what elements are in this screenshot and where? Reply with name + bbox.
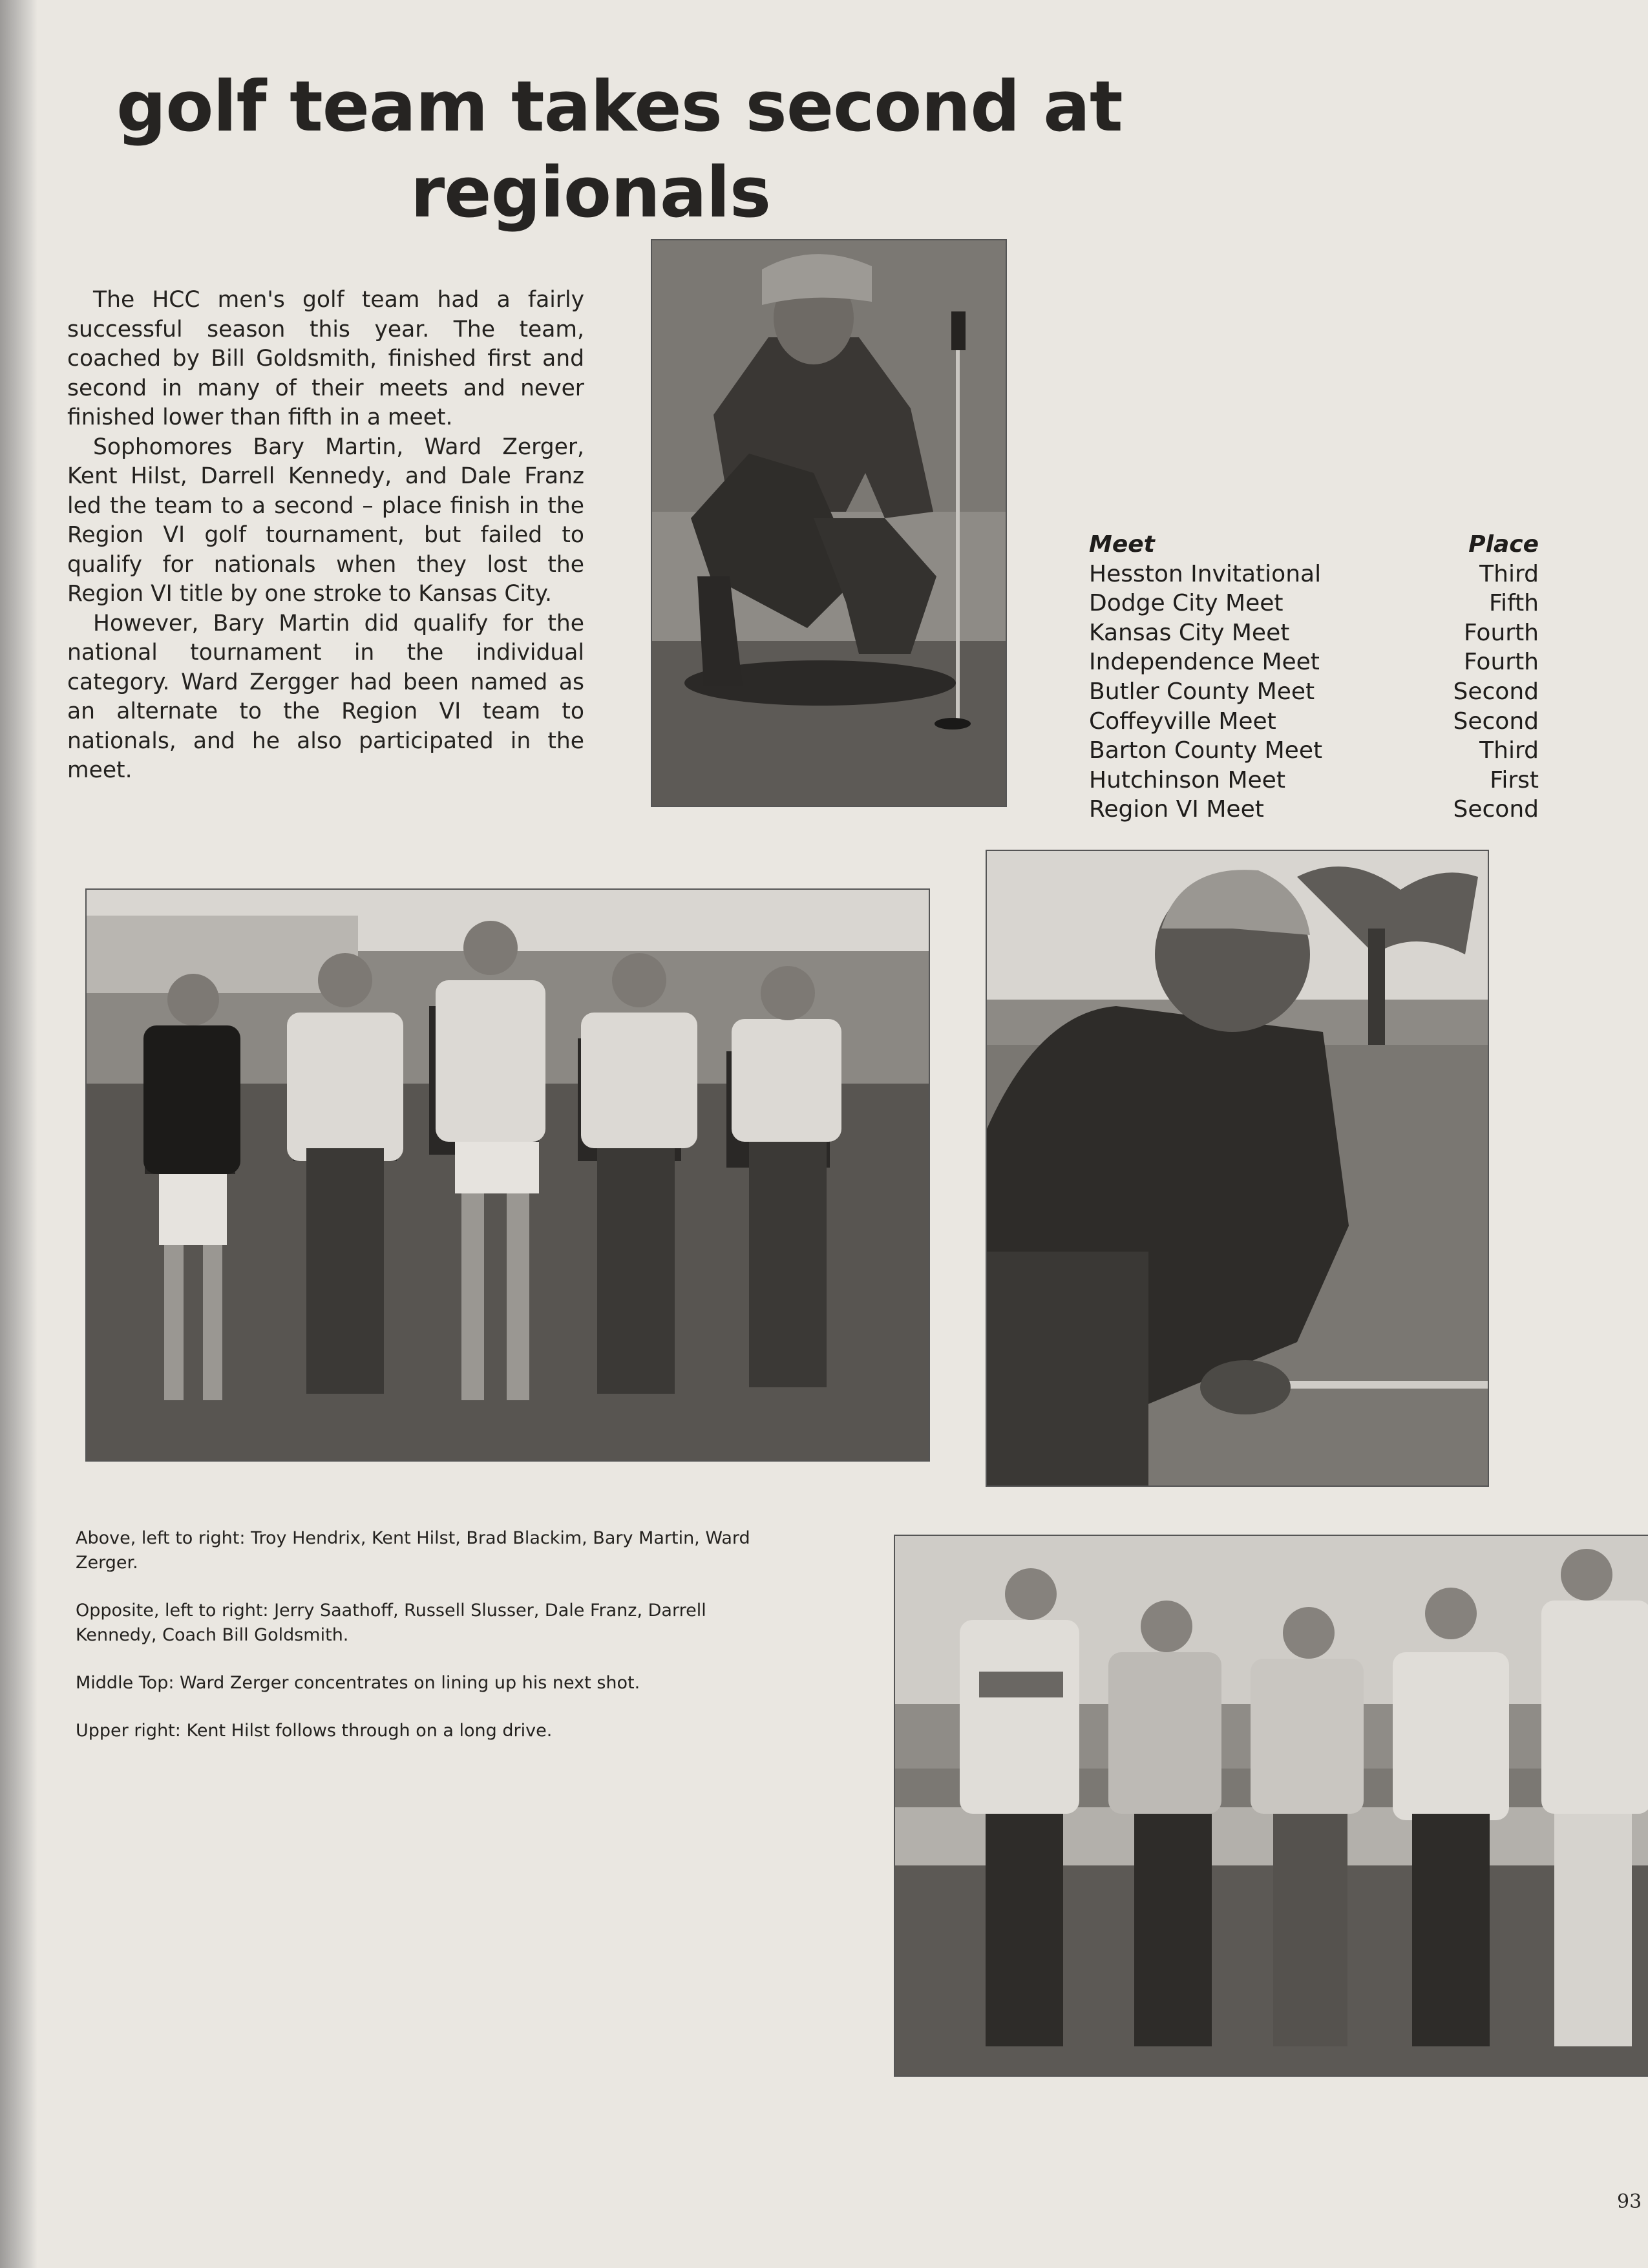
caption-above: Above, left to right: Troy Hendrix, Kent Hilst, Brad Blackim, Bary Martin, Ward Zerger. [76, 1528, 750, 1573]
results-place: Second [1453, 796, 1539, 823]
results-row [1089, 560, 1539, 589]
page-number: 93 [1617, 2190, 1642, 2213]
photo-captions [76, 1526, 787, 1767]
results-header-row [1089, 530, 1539, 560]
headline-line-2: regionals [410, 152, 771, 233]
results-place: Fourth [1464, 619, 1539, 646]
photo-team-group-opposite [894, 1535, 1648, 2077]
results-meet: Hesston Invitational [1089, 560, 1322, 587]
results-place: First [1490, 766, 1539, 793]
caption-upper-right: Upper right: Kent Hilst follows through on a long drive. [76, 1721, 553, 1741]
meet-results-table [1089, 530, 1539, 824]
page-binding-shadow [0, 0, 37, 2268]
results-header-meet: Meet [1089, 531, 1155, 558]
results-row [1089, 766, 1539, 795]
results-place: Third [1479, 737, 1539, 764]
headline-line-1: golf team takes second at [116, 67, 1123, 147]
results-row [1089, 677, 1539, 707]
results-place: Fourth [1464, 649, 1539, 676]
results-meet: Kansas City Meet [1089, 619, 1290, 646]
article-paragraph: However, Bary Martin did qualify for the national tournament in the individual category. Ward Zergger had been named as an alternate to the Region VI team to nationals, and he also participated in the meet. [67, 610, 584, 783]
article-body [67, 286, 584, 786]
results-row [1089, 589, 1539, 618]
results-meet: Region VI Meet [1089, 796, 1264, 823]
results-meet: Dodge City Meet [1089, 590, 1284, 617]
results-row [1089, 618, 1539, 648]
results-meet: Barton County Meet [1089, 737, 1323, 764]
results-place: Second [1453, 708, 1539, 735]
results-row [1089, 736, 1539, 766]
results-meet: Butler County Meet [1089, 678, 1315, 705]
results-row [1089, 707, 1539, 737]
article-paragraph: The HCC men's golf team had a fairly successful season this year. The team, coached by Bill Goldsmith, finished first and second in many of their meets and never finished lower than fifth in a meet. [67, 287, 584, 430]
results-place: Third [1479, 560, 1539, 587]
article-paragraph: Sophomores Bary Martin, Ward Zerger, Kent Hilst, Darrell Kennedy, and Dale Franz led the team to a second – place finish in the Region VI golf tournament, but failed to qualify for nationals when they lost the Region VI title by one stroke to Kansas City. [67, 434, 584, 607]
results-row [1089, 647, 1539, 677]
results-place: Second [1453, 678, 1539, 705]
results-meet: Coffeyville Meet [1089, 708, 1276, 735]
caption-opposite: Opposite, left to right: Jerry Saathoff, Russell Slusser, Dale Franz, Darrell Kennedy, Coach Bill Goldsmith. [76, 1601, 706, 1645]
caption-middle-top: Middle Top: Ward Zerger concentrates on lining up his next shot. [76, 1673, 640, 1693]
photo-golfer-follow-through [986, 850, 1489, 1487]
results-row [1089, 795, 1539, 824]
results-header-place: Place [1468, 531, 1539, 558]
results-place: Fifth [1488, 590, 1539, 617]
photo-team-group-above [85, 888, 930, 1462]
results-meet: Hutchinson Meet [1089, 766, 1285, 793]
photo-golfer-lining-up-shot [651, 239, 1007, 807]
results-meet: Independence Meet [1089, 649, 1320, 676]
